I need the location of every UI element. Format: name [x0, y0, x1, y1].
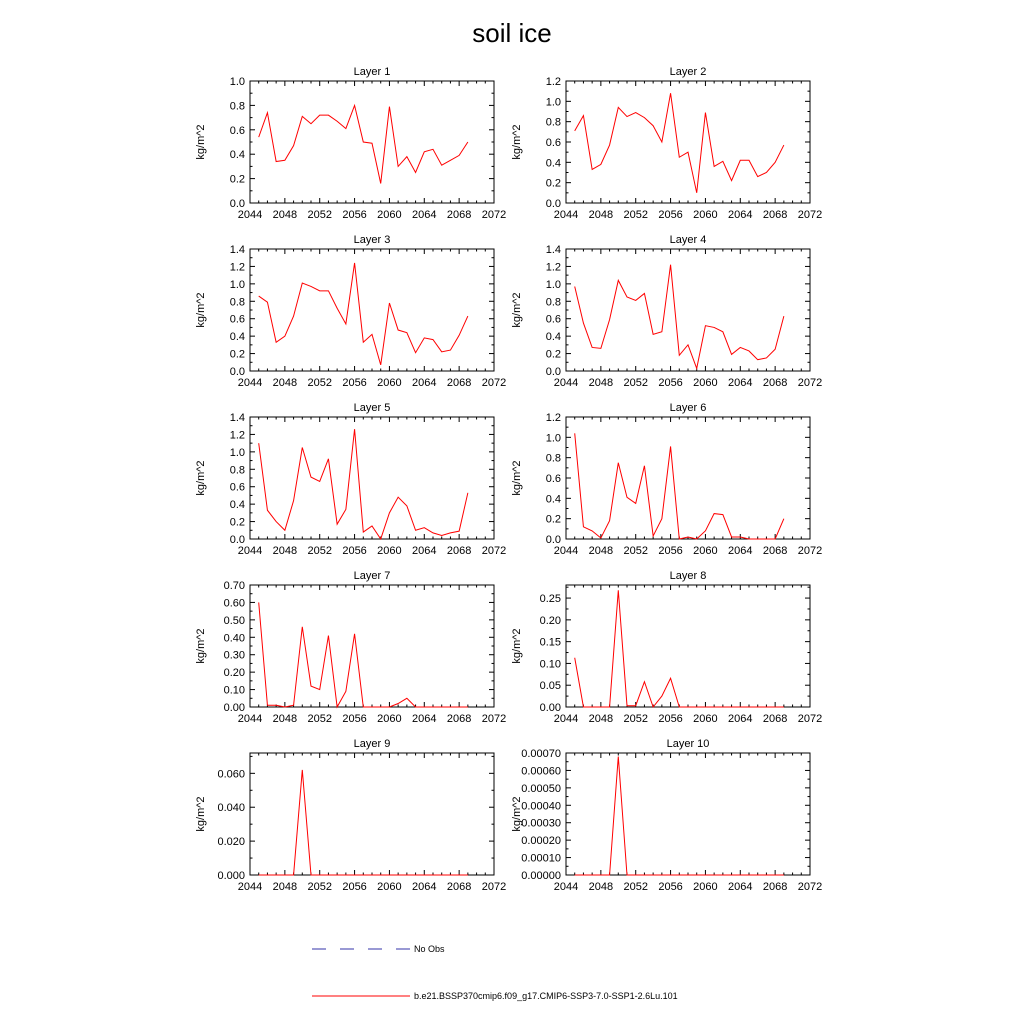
plot-frame — [566, 81, 810, 203]
y-axis-label: kg/m^2 — [511, 628, 523, 664]
x-tick-label: 2048 — [588, 209, 614, 221]
chart-panel-2 — [511, 66, 822, 221]
x-tick-label: 2048 — [588, 545, 614, 557]
x-tick-label: 2072 — [481, 545, 507, 557]
y-tick-label: 0.00070 — [521, 748, 561, 760]
y-tick-label: 1.0 — [545, 432, 561, 445]
x-tick-label: 2064 — [728, 209, 753, 221]
y-axis-label: kg/m^2 — [195, 628, 207, 664]
x-tick-label: 2044 — [237, 209, 263, 221]
y-tick-label: 0.8 — [229, 464, 245, 477]
x-tick-label: 2056 — [658, 881, 683, 893]
legend-model-label: b.e21.BSSP370cmip6.f09_g17.CMIP6-SSP3-7.0-SSP1-2.6Lu.101 — [414, 991, 678, 1001]
y-tick-label: 1.2 — [229, 261, 245, 274]
x-tick-label: 2056 — [658, 545, 683, 557]
y-tick-label: 0.8 — [545, 296, 561, 309]
x-tick-label: 2064 — [728, 545, 753, 557]
series-line-model — [575, 433, 784, 539]
x-tick-label: 2060 — [693, 209, 718, 221]
y-axis-label: kg/m^2 — [195, 796, 207, 832]
panel-title: Layer 8 — [669, 570, 707, 582]
y-tick-label: 0.6 — [545, 313, 561, 326]
chart-panel-5 — [195, 402, 506, 557]
y-tick-label: 1.2 — [229, 429, 245, 442]
x-tick-label: 2068 — [762, 209, 788, 221]
x-tick-label: 2044 — [553, 713, 579, 725]
x-tick-label: 2056 — [658, 377, 683, 389]
x-tick-label: 2072 — [797, 209, 823, 221]
y-tick-label: 1.0 — [229, 278, 245, 291]
y-tick-label: 0.25 — [539, 593, 561, 606]
x-tick-label: 2056 — [658, 209, 683, 221]
x-tick-label: 2060 — [693, 881, 718, 893]
y-tick-label: 0.4 — [229, 149, 245, 162]
x-tick-label: 2060 — [377, 545, 402, 557]
x-tick-label: 2048 — [272, 713, 298, 725]
x-tick-label: 2048 — [588, 377, 614, 389]
legend-obs-label: No Obs — [414, 944, 445, 954]
series-line-model — [575, 93, 784, 193]
x-tick-label: 2068 — [762, 545, 788, 557]
x-tick-label: 2044 — [553, 881, 579, 893]
y-axis-label: kg/m^2 — [195, 460, 207, 496]
x-tick-label: 2064 — [412, 545, 437, 557]
x-tick-label: 2064 — [412, 713, 437, 725]
x-tick-label: 2044 — [237, 713, 263, 725]
y-tick-label: 0.4 — [545, 157, 561, 170]
x-tick-label: 2068 — [762, 881, 788, 893]
y-tick-label: 0.15 — [539, 636, 561, 649]
plot-frame — [566, 249, 810, 371]
y-tick-label: 0.2 — [229, 348, 245, 361]
x-tick-label: 2048 — [588, 713, 614, 725]
chart-panel-1 — [195, 66, 506, 221]
series-line-model — [259, 770, 468, 875]
y-tick-label: 0.0 — [229, 198, 245, 210]
x-tick-label: 2060 — [377, 713, 402, 725]
x-tick-label: 2052 — [623, 377, 648, 389]
x-tick-label: 2068 — [446, 545, 472, 557]
chart-panel-8 — [511, 570, 822, 725]
x-tick-label: 2072 — [797, 881, 823, 893]
x-tick-label: 2056 — [342, 881, 367, 893]
x-tick-label: 2056 — [342, 545, 367, 557]
y-tick-label: 0.0 — [545, 534, 561, 546]
x-tick-label: 2068 — [446, 209, 472, 221]
x-tick-label: 2068 — [446, 713, 472, 725]
y-tick-label: 0.2 — [229, 173, 245, 186]
y-tick-label: 1.2 — [545, 76, 561, 88]
series-line-model — [575, 590, 784, 707]
y-tick-label: 0.4 — [545, 493, 561, 506]
plot-frame — [250, 585, 494, 707]
y-tick-label: 1.4 — [229, 244, 245, 256]
y-tick-label: 0.00040 — [521, 800, 561, 813]
y-tick-label: 1.0 — [229, 446, 245, 459]
y-tick-label: 0.10 — [539, 658, 561, 671]
x-tick-label: 2064 — [412, 377, 437, 389]
y-tick-label: 0.60 — [223, 597, 245, 610]
x-tick-label: 2052 — [307, 881, 332, 893]
y-tick-label: 0.20 — [539, 614, 561, 627]
y-tick-label: 0.0 — [229, 366, 245, 378]
y-tick-label: 0.30 — [223, 649, 245, 662]
series-line-model — [575, 756, 784, 875]
panel-title: Layer 3 — [353, 234, 391, 246]
y-tick-label: 0.8 — [229, 296, 245, 309]
y-tick-label: 0.40 — [223, 632, 245, 645]
y-tick-label: 0.6 — [545, 137, 561, 149]
chart-panel-6 — [511, 402, 822, 557]
x-tick-label: 2072 — [481, 713, 507, 725]
y-tick-label: 0.05 — [539, 680, 561, 693]
x-tick-label: 2060 — [377, 881, 402, 893]
panel-title: Layer 7 — [353, 570, 391, 582]
series-line-model — [259, 263, 468, 365]
y-axis-label: kg/m^2 — [511, 292, 523, 328]
plot-frame — [250, 417, 494, 539]
x-tick-label: 2060 — [693, 713, 718, 725]
y-tick-label: 0.70 — [223, 580, 245, 592]
x-tick-label: 2048 — [272, 881, 298, 893]
y-tick-label: 0.8 — [545, 116, 561, 129]
y-axis-label: kg/m^2 — [511, 460, 523, 496]
y-tick-label: 0.060 — [217, 768, 245, 781]
x-tick-label: 2048 — [272, 377, 298, 389]
series-line-model — [259, 429, 468, 539]
chart-panel-3 — [195, 234, 506, 389]
chart-panel-9 — [195, 738, 506, 893]
panel-title: Layer 6 — [669, 402, 707, 414]
y-tick-label: 0.4 — [229, 331, 245, 344]
panels — [195, 66, 822, 893]
x-tick-label: 2060 — [377, 377, 402, 389]
x-tick-label: 2052 — [307, 209, 332, 221]
y-tick-label: 0.2 — [545, 513, 561, 526]
panel-title: Layer 2 — [669, 66, 707, 78]
y-axis-label: kg/m^2 — [195, 292, 207, 328]
panel-title: Layer 5 — [353, 402, 391, 414]
x-tick-label: 2048 — [272, 209, 298, 221]
x-tick-label: 2052 — [623, 545, 648, 557]
x-tick-label: 2068 — [446, 881, 472, 893]
y-tick-label: 1.0 — [229, 76, 245, 88]
y-tick-label: 1.0 — [545, 278, 561, 291]
chart-panel-4 — [511, 234, 822, 389]
x-tick-label: 2064 — [412, 881, 437, 893]
x-tick-label: 2064 — [728, 713, 753, 725]
y-tick-label: 0.00020 — [521, 835, 561, 848]
panel-title: Layer 10 — [666, 738, 710, 750]
y-tick-label: 0.00 — [539, 702, 561, 714]
y-tick-label: 0.2 — [229, 516, 245, 529]
x-tick-label: 2052 — [623, 209, 648, 221]
plot-frame — [250, 753, 494, 875]
x-tick-label: 2072 — [481, 377, 507, 389]
series-line-model — [259, 602, 468, 707]
y-tick-label: 1.4 — [229, 412, 245, 424]
plot-frame — [566, 417, 810, 539]
y-tick-label: 0.10 — [223, 684, 245, 697]
x-tick-label: 2052 — [307, 377, 332, 389]
x-tick-label: 2064 — [728, 881, 753, 893]
y-tick-label: 1.2 — [545, 412, 561, 424]
x-tick-label: 2060 — [377, 209, 402, 221]
figure-title: soil ice — [472, 18, 552, 48]
y-tick-label: 0.50 — [223, 614, 245, 627]
x-tick-label: 2068 — [762, 713, 788, 725]
chart-panel-10 — [511, 738, 822, 893]
x-tick-label: 2048 — [588, 881, 614, 893]
x-tick-label: 2060 — [693, 545, 718, 557]
x-tick-label: 2052 — [623, 713, 648, 725]
y-tick-label: 0.4 — [229, 499, 245, 512]
plot-frame — [250, 81, 494, 203]
y-tick-label: 0.8 — [545, 452, 561, 465]
x-tick-label: 2044 — [553, 209, 579, 221]
y-tick-label: 0.2 — [545, 177, 561, 190]
panel-title: Layer 9 — [353, 738, 391, 750]
series-line-model — [259, 105, 468, 183]
x-tick-label: 2072 — [481, 209, 507, 221]
y-axis-label: kg/m^2 — [511, 796, 523, 832]
x-tick-label: 2064 — [728, 377, 753, 389]
y-tick-label: 0.8 — [229, 100, 245, 113]
x-tick-label: 2048 — [272, 545, 298, 557]
x-tick-label: 2068 — [762, 377, 788, 389]
chart-panel-7 — [195, 570, 506, 725]
x-tick-label: 2064 — [412, 209, 437, 221]
y-tick-label: 0.00 — [223, 702, 245, 714]
x-tick-label: 2044 — [237, 377, 263, 389]
y-tick-label: 0.0 — [229, 534, 245, 546]
x-tick-label: 2072 — [797, 713, 823, 725]
x-tick-label: 2052 — [307, 713, 332, 725]
x-tick-label: 2052 — [623, 881, 648, 893]
x-tick-label: 2060 — [693, 377, 718, 389]
x-tick-label: 2056 — [658, 713, 683, 725]
x-tick-label: 2044 — [237, 881, 263, 893]
y-axis-label: kg/m^2 — [511, 124, 523, 160]
x-tick-label: 2072 — [481, 881, 507, 893]
plot-frame — [566, 753, 810, 875]
y-tick-label: 1.4 — [545, 244, 561, 256]
y-tick-label: 0.6 — [229, 124, 245, 137]
x-tick-label: 2052 — [307, 545, 332, 557]
y-tick-label: 0.0 — [545, 366, 561, 378]
x-tick-label: 2044 — [237, 545, 263, 557]
y-tick-label: 0.00000 — [521, 870, 561, 882]
y-tick-label: 0.4 — [545, 331, 561, 344]
y-tick-label: 0.00010 — [521, 852, 561, 865]
x-tick-label: 2056 — [342, 377, 367, 389]
y-tick-label: 0.0 — [545, 198, 561, 210]
series-line-model — [575, 265, 784, 369]
x-tick-label: 2056 — [342, 713, 367, 725]
y-tick-label: 0.020 — [217, 836, 245, 849]
x-tick-label: 2044 — [553, 377, 579, 389]
x-tick-label: 2056 — [342, 209, 367, 221]
y-tick-label: 0.000 — [217, 870, 245, 882]
y-tick-label: 0.00030 — [521, 817, 561, 830]
x-tick-label: 2072 — [797, 545, 823, 557]
legend — [312, 944, 678, 1001]
x-tick-label: 2044 — [553, 545, 579, 557]
panel-title: Layer 1 — [353, 66, 391, 78]
y-axis-label: kg/m^2 — [195, 124, 207, 160]
y-tick-label: 0.20 — [223, 667, 245, 680]
y-tick-label: 0.00050 — [521, 782, 561, 795]
y-tick-label: 0.6 — [229, 481, 245, 494]
y-tick-label: 1.0 — [545, 96, 561, 109]
y-tick-label: 0.00060 — [521, 765, 561, 778]
x-tick-label: 2072 — [797, 377, 823, 389]
y-tick-label: 1.2 — [545, 261, 561, 274]
plot-frame — [250, 249, 494, 371]
y-tick-label: 0.2 — [545, 348, 561, 361]
y-tick-label: 0.040 — [217, 802, 245, 815]
y-tick-label: 0.6 — [229, 313, 245, 326]
panel-title: Layer 4 — [669, 234, 707, 246]
plot-frame — [566, 585, 810, 707]
x-tick-label: 2068 — [446, 377, 472, 389]
y-tick-label: 0.6 — [545, 473, 561, 485]
